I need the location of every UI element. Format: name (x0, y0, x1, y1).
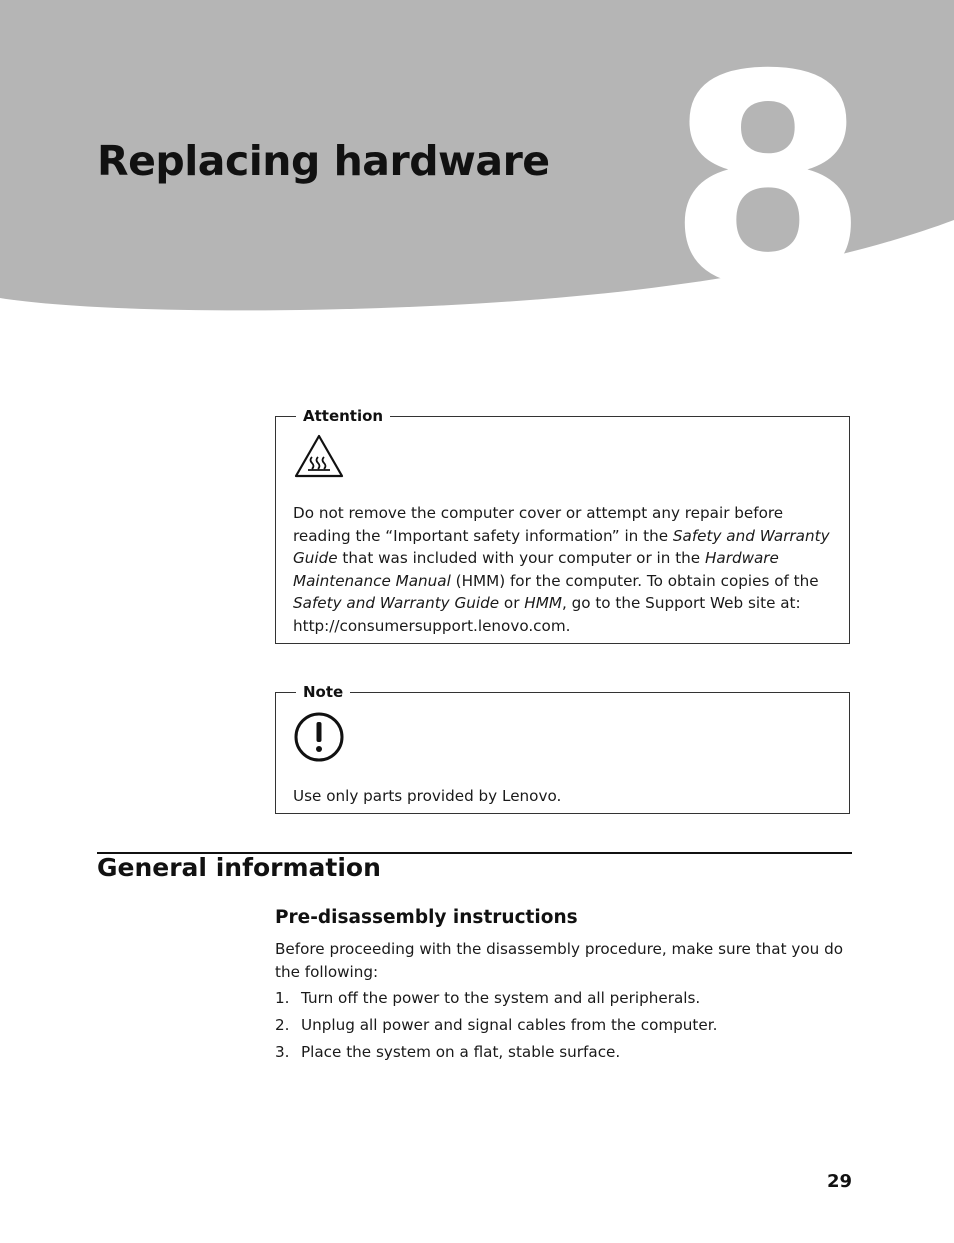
exclamation-circle-icon (293, 711, 345, 763)
step-number: 2. (275, 1016, 290, 1034)
note-label: Note (296, 683, 350, 701)
attention-text (293, 502, 835, 637)
attention-text-italic-run: HMM (524, 594, 562, 612)
list-item (275, 1041, 845, 1068)
note-text: Use only parts provided by Lenovo. (293, 787, 562, 805)
chapter-title: Replacing hardware (97, 137, 550, 185)
page-number: 29 (826, 1171, 852, 1192)
attention-text-italic-run: Safety and Warranty Guide (293, 526, 830, 567)
attention-text-italic-run: Hardware Maintenance Manual (293, 549, 779, 590)
step-text: Unplug all power and signal cables from the computer. (301, 1016, 718, 1034)
subsection-title: Pre-disassembly instructions (275, 907, 578, 928)
attention-text-run: Do not remove the computer cover or attempt any repair before reading the “Important safety information” in the (293, 504, 784, 545)
attention-text-run: that was included with your computer or in the (337, 549, 705, 567)
attention-text-italic-run: Safety and Warranty Guide (293, 594, 500, 612)
step-text: Turn off the power to the system and all peripherals. (301, 989, 701, 1007)
attention-text-run: , go to the Support Web site at: http://consumersupport.lenovo.com. (293, 594, 801, 635)
step-text: Place the system on a flat, stable surface. (301, 1043, 621, 1061)
list-item (275, 987, 845, 1014)
attention-label: Attention (296, 407, 390, 425)
attention-text-run: or (499, 594, 525, 612)
attention-text-run: (HMM) for the computer. To obtain copies of the (450, 571, 819, 590)
note-box (275, 683, 850, 814)
step-number: 1. (275, 989, 290, 1007)
hot-surface-warning-icon (293, 433, 345, 479)
section-title: General information (97, 853, 381, 882)
intro-paragraph: Before proceeding with the disassembly procedure, make sure that you do the following: (275, 940, 844, 981)
step-number: 3. (275, 1043, 290, 1061)
steps-list (275, 987, 845, 1068)
attention-box (275, 407, 850, 644)
list-item (275, 1014, 845, 1041)
chapter-number: 8 (667, 14, 869, 320)
